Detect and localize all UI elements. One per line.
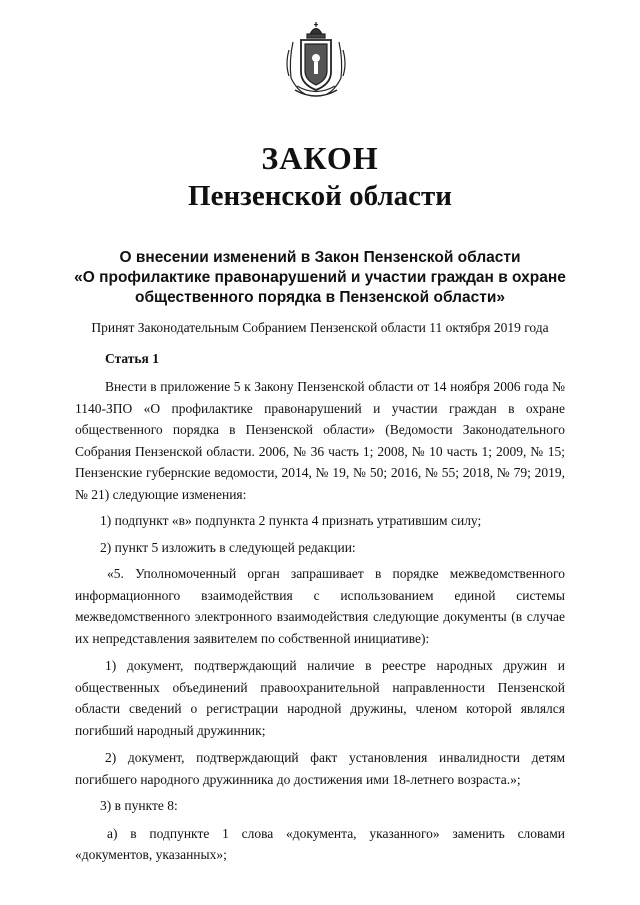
article-intro: Внести в приложение 5 к Закону Пензенской области от 14 ноября 2006 года № 1140-ЗПО «О профилактике правонарушений и участии граждан в охране общественного порядка в Пензенской области» (Ведомости Законодательного Собрания Пензенской области. 2006, № 36 часть 1; 2008, № 10 часть 1; 2009, № 15; Пензенские губернские ведомости, 2014, № 19, № 50; 2016, № 55; 2018, № 79; 2019, № 21) следующие изменения: [75,379,565,502]
list-item-2: 2) пункт 5 изложить в следующей редакции: [100,539,356,555]
document-subtitle: Пензенской области [188,180,452,212]
adoption-note: Принят Законодательным Собранием Пензенской области 11 октября 2019 года [91,320,549,335]
document-item-1: 1) документ, подтверждающий наличие в реестре народных дружин и общественных объединений правоохранительной направленности Пензенской области сведений о регистрации народной дружины, членом которой являлся погибший народный дружинник; [75,658,565,738]
subject-line-3: общественного порядка в Пензенской области» [135,289,505,306]
article-body [75,348,565,866]
quoted-point-5: «5. Уполномоченный орган запрашивает в порядке межведомственного информационного взаимодействия с использованием единой системы межведомственного электронного взаимодействия следующие документы (в случае их непредставления заявителем по собственной инициативе): [75,566,565,646]
subject-line-1: О внесении изменений в Закон Пензенской области [119,249,521,266]
document-item-2: 2) документ, подтверждающий факт установления инвалидности детям погибшего народного дружинника до достижения ими 18-летнего возраста.»; [75,750,565,787]
article-heading: Статья 1 [105,351,159,366]
law-subject [70,248,570,308]
subject-line-2: «О профилактике правонарушений и участии граждан в охране [74,269,566,286]
list-item-1: 1) подпункт «в» подпункта 2 пункта 4 признать утратившим силу; [100,513,482,528]
document-title: ЗАКОН [261,140,379,176]
list-item-3: 3) в пункте 8: [100,798,178,813]
coat-of-arms-icon [283,20,349,102]
sub-item-a: а) в подпункте 1 слова «документа, указанного» заменить словами «документов, указанных»; [75,825,565,862]
